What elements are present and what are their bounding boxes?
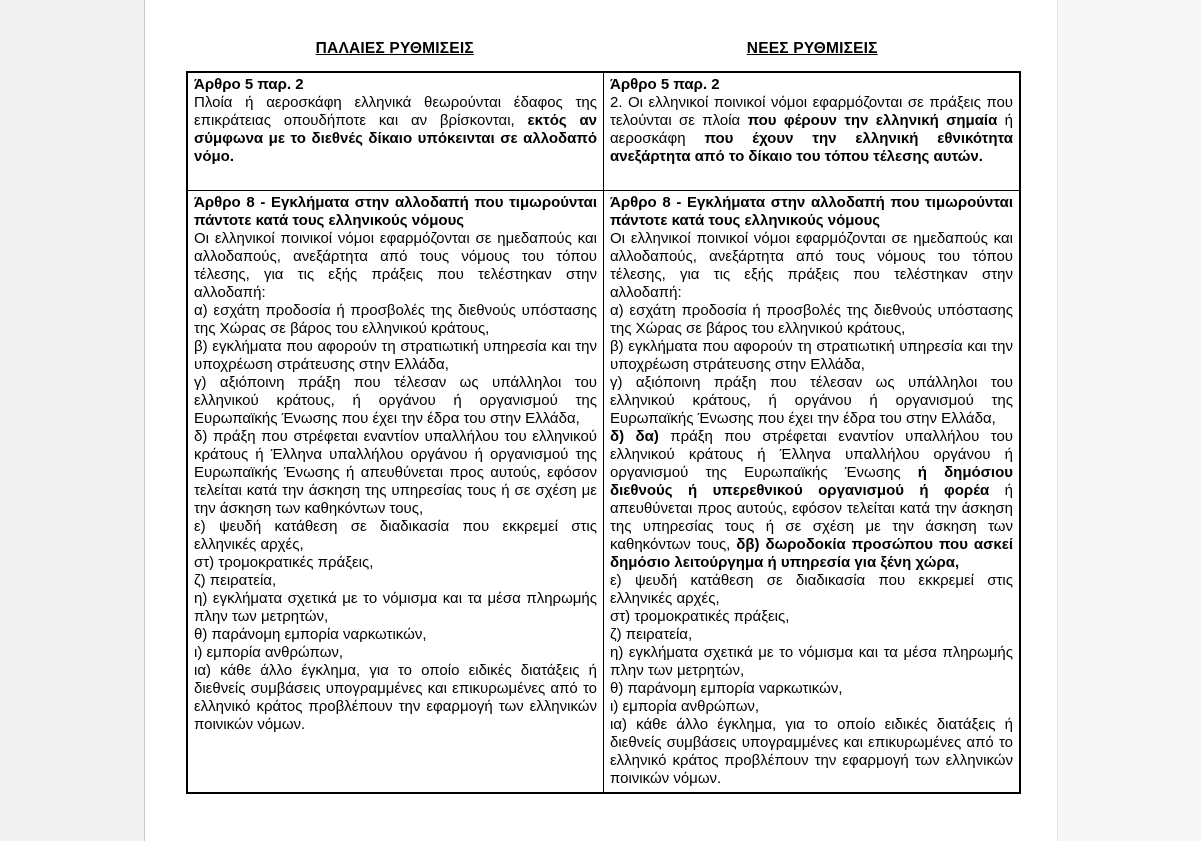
- old-regulations-header: ΠΑΛΑΙΕΣ ΡΥΘΜΙΣΕΙΣ: [315, 40, 474, 57]
- paragraph: [610, 572, 1013, 608]
- table-row-article-8: [187, 191, 1020, 794]
- paragraph: [194, 230, 597, 302]
- left-margin-area: [0, 0, 145, 841]
- paragraph: [610, 608, 1013, 626]
- paragraph: [610, 338, 1013, 374]
- text-run: ή απευθύνεται προς αυτούς, εφόσον τελείται κατά την άσκηση της υπηρεσίας τους ή σε σχέση με την άσκηση των καθηκόντων τους,: [610, 482, 1013, 553]
- paragraph: [610, 94, 1013, 166]
- text-run: Οι ελληνικοί ποινικοί νόμοι εφαρμόζονται σε ημεδαπούς και αλλοδαπούς, ανεξάρτητα από τους νόμους του τόπου τέλεσης, για τις εξής πράξεις που τελέστηκαν στην αλλοδαπή:: [610, 230, 1013, 301]
- text-run: πράξη που στρέφεται εναντίον υπαλλήλου του ελληνικού κράτους ή Έλληνα υπαλλήλου οργάνου ή οργανισμού της Ευρωπαϊκής Ένωσης: [610, 428, 1013, 481]
- text-run: 2. Οι ελληνικοί ποινικοί νόμοι εφαρμόζονται σε πράξεις που τελούνται σε πλοία: [610, 94, 1013, 129]
- table-row-article-5: [187, 72, 1020, 191]
- paragraph: [610, 194, 1013, 230]
- text-run: δβ) δωροδοκία προσώπου που ασκεί δημόσιο λειτούργημα ή υπηρεσία για ξένη χώρα,: [610, 536, 1014, 571]
- paragraph: [194, 302, 597, 338]
- text-run: Άρθρο 8 - Εγκλήματα στην αλλοδαπή που τιμωρούνται πάντοτε κατά τους ελληνικούς νόμους: [194, 194, 597, 229]
- paragraph: [610, 428, 1013, 572]
- paragraph: [194, 590, 597, 626]
- paragraph: [194, 338, 597, 374]
- paragraph: [194, 194, 597, 230]
- column-headers: [186, 40, 1021, 58]
- text-run: που έχουν την ελληνική εθνικότητα ανεξάρτητα από το δίκαιο του τόπου τέλεσης αυτών.: [610, 130, 1013, 165]
- document-page: [145, 0, 1057, 841]
- old-article-8-cell: [187, 191, 604, 794]
- text-run: Πλοία ή αεροσκάφη ελληνικά θεωρούνται έδαφος της επικράτειας οπουδήποτε και αν βρίσκονται,: [194, 94, 597, 129]
- text-run: η) εγκλήματα σχετικά με το νόμισμα και τα μέσα πληρωμής πλην των μετρητών,: [610, 644, 1013, 679]
- text-run: στ) τρομοκρατικές πράξεις,: [194, 554, 374, 571]
- paragraph: [610, 302, 1013, 338]
- text-run: η) εγκλήματα σχετικά με το νόμισμα και τα μέσα πληρωμής πλην των μετρητών,: [194, 590, 597, 625]
- text-run: α) εσχάτη προδοσία ή προσβολές της διεθνούς υπόστασης της Χώρας σε βάρος του ελληνικού κράτους,: [610, 302, 1013, 337]
- text-run: θ) παράνομη εμπορία ναρκωτικών,: [194, 626, 427, 643]
- text-run: ε) ψευδή κατάθεση σε διαδικασία που εκκρεμεί στις ελληνικές αρχές,: [610, 572, 1013, 607]
- paragraph: [610, 716, 1013, 788]
- paragraph: [194, 662, 597, 734]
- text-run: ζ) πειρατεία,: [610, 626, 693, 643]
- text-run: ι) εμπορία ανθρώπων,: [610, 698, 760, 715]
- text-run: Άρθρο 5 παρ. 2: [194, 76, 304, 93]
- text-run: δ) πράξη που στρέφεται εναντίον υπαλλήλου του ελληνικού κράτους ή Έλληνα υπαλλήλου οργάνου ή οργανισμού της Ευρωπαϊκής Ένωσης ή απευθύνεται προς αυτούς, εφόσον τελείται κατά την άσκηση της υπηρεσίας τους ή σε σχέση με την άσκηση των καθηκόντων τους,: [194, 428, 597, 517]
- text-run: δ) δα): [610, 428, 659, 445]
- new-article-8-cell: [604, 191, 1021, 794]
- paragraph: [194, 374, 597, 428]
- paragraph: [194, 94, 597, 166]
- text-run: ή αεροσκάφη: [610, 112, 1013, 147]
- text-run: ζ) πειρατεία,: [194, 572, 277, 589]
- paragraph: [610, 680, 1013, 698]
- text-run: στ) τρομοκρατικές πράξεις,: [610, 608, 790, 625]
- text-run: γ) αξιόποινη πράξη που τέλεσαν ως υπάλληλοι του ελληνικού κράτους, ή οργάνου ή οργανισμού της Ευρωπαϊκής Ένωσης που έχει την έδρα του στην Ελλάδα,: [194, 374, 597, 427]
- paragraph: [610, 374, 1013, 428]
- text-run: ή δημόσιου διεθνούς ή υπερεθνικού οργανισμού ή φορέα: [610, 464, 1013, 499]
- paragraph: [610, 626, 1013, 644]
- comparison-table: [186, 71, 1021, 794]
- old-article-5-cell: [187, 72, 604, 191]
- text-run: Άρθρο 8 - Εγκλήματα στην αλλοδαπή που τιμωρούνται πάντοτε κατά τους ελληνικούς νόμους: [610, 194, 1013, 229]
- paragraph: [194, 554, 597, 572]
- text-run: γ) αξιόποινη πράξη που τέλεσαν ως υπάλληλοι του ελληνικού κράτους, ή οργάνου ή οργανισμού της Ευρωπαϊκής Ένωσης που έχει την έδρα του στην Ελλάδα,: [610, 374, 1013, 427]
- text-run: α) εσχάτη προδοσία ή προσβολές της διεθνούς υπόστασης της Χώρας σε βάρος του ελληνικού κράτους,: [194, 302, 597, 337]
- text-run: θ) παράνομη εμπορία ναρκωτικών,: [610, 680, 843, 697]
- text-run: β) εγκλήματα που αφορούν τη στρατιωτική υπηρεσία και την υποχρέωση στράτευσης στην Ελλάδα,: [610, 338, 1013, 373]
- new-article-5-cell: [604, 72, 1021, 191]
- text-run: β) εγκλήματα που αφορούν τη στρατιωτική υπηρεσία και την υποχρέωση στράτευσης στην Ελλάδα,: [194, 338, 597, 373]
- text-run: Άρθρο 5 παρ. 2: [610, 76, 720, 93]
- text-run: ε) ψευδή κατάθεση σε διαδικασία που εκκρεμεί στις ελληνικές αρχές,: [194, 518, 597, 553]
- paragraph: [610, 230, 1013, 302]
- paragraph: [194, 76, 597, 94]
- text-run: που φέρουν την ελληνική σημαία: [747, 112, 998, 129]
- new-regulations-header: ΝΕΕΣ ΡΥΘΜΙΣΕΙΣ: [746, 40, 878, 57]
- right-margin-area: [1057, 0, 1201, 841]
- text-run: ια) κάθε άλλο έγκλημα, για το οποίο ειδικές διατάξεις ή διεθνείς συμβάσεις υπογραμμένες και επικυρωμένες από το ελληνικό κράτος προβλέπουν την εφαρμογή των ελληνικών ποινικών νόμων.: [610, 716, 1013, 787]
- paragraph: [610, 644, 1013, 680]
- paragraph: [194, 644, 597, 662]
- paragraph: [610, 76, 1013, 94]
- text-run: Οι ελληνικοί ποινικοί νόμοι εφαρμόζονται σε ημεδαπούς και αλλοδαπούς, ανεξάρτητα από τους νόμους του τόπου τέλεσης, για τις εξής πράξεις που τελέστηκαν στην αλλοδαπή:: [194, 230, 597, 301]
- paragraph: [194, 572, 597, 590]
- paragraph: [610, 698, 1013, 716]
- paragraph: [194, 518, 597, 554]
- text-run: ι) εμπορία ανθρώπων,: [194, 644, 344, 661]
- paragraph: [194, 626, 597, 644]
- text-run: ια) κάθε άλλο έγκλημα, για το οποίο ειδικές διατάξεις ή διεθνείς συμβάσεις υπογραμμένες και επικυρωμένες από το ελληνικό κράτος προβλέπουν την εφαρμογή των ελληνικών ποινικών νόμων.: [194, 662, 597, 733]
- text-run: εκτός αν σύμφωνα με το διεθνές δίκαιο υπόκεινται σε αλλοδαπό νόμο.: [194, 112, 598, 165]
- paragraph: [194, 428, 597, 518]
